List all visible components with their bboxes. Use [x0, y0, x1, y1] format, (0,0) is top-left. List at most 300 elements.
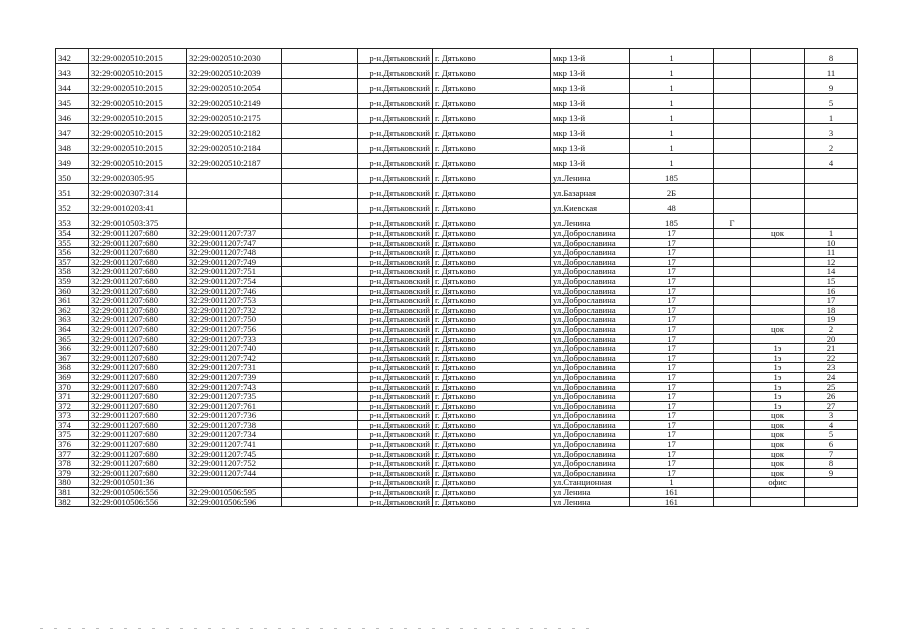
cell-town: г. Дятьково [433, 276, 551, 286]
cell-district: р-н.Дятьковский [358, 154, 433, 169]
table-row [56, 382, 858, 392]
cell-floor-type [751, 257, 805, 267]
cell-district: р-н.Дятьковский [358, 257, 433, 267]
table-row [56, 109, 858, 124]
cell-town: г. Дятьково [433, 449, 551, 459]
cell-floor-type [751, 94, 805, 109]
cell-house: 17 [630, 449, 714, 459]
table-row [56, 401, 858, 411]
cell-letter [714, 344, 751, 354]
cell-house: 1 [630, 109, 714, 124]
cell-letter [714, 199, 751, 214]
cell-unit-number: 9 [805, 79, 858, 94]
cell-row-number: 350 [56, 169, 89, 184]
cell-street: ул.Ленина [551, 214, 630, 229]
cell-letter [714, 94, 751, 109]
cell-house: 17 [630, 238, 714, 248]
cell-row-number: 358 [56, 267, 89, 277]
cell-letter [714, 353, 751, 363]
cell-empty [282, 238, 358, 248]
cell-unit-cadastral-number: 32:29:0011207:744 [187, 468, 282, 478]
table-row [56, 372, 858, 382]
cell-unit-number: 2 [805, 324, 858, 334]
cell-unit-cadastral-number: 32:29:0020510:2187 [187, 154, 282, 169]
cell-letter: Г [714, 214, 751, 229]
cell-town: г. Дятьково [433, 229, 551, 239]
cell-letter [714, 109, 751, 124]
cell-street: ул.Доброславина [551, 363, 630, 373]
cell-floor-type [751, 169, 805, 184]
cell-unit-cadastral-number [187, 199, 282, 214]
cell-street: ул.Доброславина [551, 286, 630, 296]
cell-floor-type: 1э [751, 392, 805, 402]
cell-district: р-н.Дятьковский [358, 440, 433, 450]
cell-unit-number: 4 [805, 154, 858, 169]
cell-cadastral-number: 32:29:0010501:36 [89, 478, 187, 488]
cell-floor-type: цок [751, 468, 805, 478]
cell-town: г. Дятьково [433, 440, 551, 450]
cell-district: р-н.Дятьковский [358, 468, 433, 478]
cell-letter [714, 79, 751, 94]
table-row [56, 305, 858, 315]
cell-house: 17 [630, 363, 714, 373]
cell-house: 161 [630, 488, 714, 498]
cell-row-number: 381 [56, 488, 89, 498]
cell-floor-type: 1э [751, 372, 805, 382]
cell-floor-type [751, 79, 805, 94]
cell-row-number: 375 [56, 430, 89, 440]
cell-floor-type [751, 109, 805, 124]
cell-floor-type [751, 305, 805, 315]
cell-letter [714, 468, 751, 478]
cell-row-number: 368 [56, 363, 89, 373]
cell-unit-cadastral-number: 32:29:0020510:2184 [187, 139, 282, 154]
cell-house: 17 [630, 344, 714, 354]
cell-row-number: 353 [56, 214, 89, 229]
cell-district: р-н.Дятьковский [358, 305, 433, 315]
cell-house: 17 [630, 382, 714, 392]
cell-street: ул.Киевская [551, 199, 630, 214]
cell-town: г. Дятьково [433, 334, 551, 344]
cell-unit-number: 26 [805, 392, 858, 402]
cell-row-number: 363 [56, 315, 89, 325]
cell-street: мкр 13-й [551, 49, 630, 64]
cell-row-number: 356 [56, 248, 89, 258]
cell-unit-number [805, 199, 858, 214]
cell-letter [714, 392, 751, 402]
cell-row-number: 378 [56, 459, 89, 469]
cell-district: р-н.Дятьковский [358, 353, 433, 363]
cell-row-number: 379 [56, 468, 89, 478]
cell-empty [282, 286, 358, 296]
cell-street: ул.Доброславина [551, 344, 630, 354]
table-row [56, 154, 858, 169]
cell-letter [714, 124, 751, 139]
cell-unit-cadastral-number [187, 169, 282, 184]
cell-house: 1 [630, 154, 714, 169]
cell-cadastral-number: 32:29:0020510:2015 [89, 109, 187, 124]
cell-unit-cadastral-number: 32:29:0011207:731 [187, 363, 282, 373]
cell-district: р-н.Дятьковский [358, 324, 433, 334]
cell-district: р-н.Дятьковский [358, 49, 433, 64]
cell-unit-cadastral-number: 32:29:0011207:733 [187, 334, 282, 344]
table-row [56, 184, 858, 199]
cell-empty [282, 315, 358, 325]
cell-cadastral-number: 32:29:0011207:680 [89, 315, 187, 325]
cell-district: р-н.Дятьковский [358, 411, 433, 421]
cell-house: 17 [630, 305, 714, 315]
cell-house: 17 [630, 257, 714, 267]
cell-town: г. Дятьково [433, 169, 551, 184]
cell-letter [714, 154, 751, 169]
cell-letter [714, 420, 751, 430]
cell-letter [714, 238, 751, 248]
cell-street: ул Ленина [551, 488, 630, 498]
scan-noise [40, 628, 600, 629]
cell-cadastral-number: 32:29:0011207:680 [89, 420, 187, 430]
cell-cadastral-number: 32:29:0020307:314 [89, 184, 187, 199]
cell-town: г. Дятьково [433, 257, 551, 267]
cell-house: 17 [630, 324, 714, 334]
cell-empty [282, 372, 358, 382]
cell-empty [282, 459, 358, 469]
cell-row-number: 355 [56, 238, 89, 248]
cell-row-number: 345 [56, 94, 89, 109]
cell-street: ул.Доброславина [551, 411, 630, 421]
cell-letter [714, 267, 751, 277]
cell-letter [714, 315, 751, 325]
cell-floor-type: 1э [751, 363, 805, 373]
cell-house: 17 [630, 372, 714, 382]
cell-floor-type: цок [751, 229, 805, 239]
table-row [56, 488, 858, 498]
cell-town: г. Дятьково [433, 315, 551, 325]
cell-district: р-н.Дятьковский [358, 430, 433, 440]
cell-street: ул.Доброславина [551, 459, 630, 469]
cell-floor-type: цок [751, 420, 805, 430]
cell-floor-type: 1э [751, 353, 805, 363]
cell-empty [282, 229, 358, 239]
cell-row-number: 346 [56, 109, 89, 124]
cell-street: ул.Доброславина [551, 267, 630, 277]
cell-street: мкр 13-й [551, 154, 630, 169]
cell-letter [714, 411, 751, 421]
cell-empty [282, 169, 358, 184]
cell-row-number: 365 [56, 334, 89, 344]
cell-unit-number: 19 [805, 315, 858, 325]
cell-unit-cadastral-number: 32:29:0011207:750 [187, 315, 282, 325]
cell-unit-number [805, 478, 858, 488]
table-row [56, 267, 858, 277]
table-row [56, 440, 858, 450]
cell-district: р-н.Дятьковский [358, 139, 433, 154]
cell-house: 1 [630, 478, 714, 488]
cell-street: ул.Доброславина [551, 449, 630, 459]
table-row [56, 478, 858, 488]
cell-town: г. Дятьково [433, 214, 551, 229]
cell-empty [282, 94, 358, 109]
cell-floor-type [751, 184, 805, 199]
cell-district: р-н.Дятьковский [358, 199, 433, 214]
cell-empty [282, 296, 358, 306]
cell-street: мкр 13-й [551, 64, 630, 79]
cell-district: р-н.Дятьковский [358, 420, 433, 430]
cell-house: 17 [630, 401, 714, 411]
cell-street: ул.Доброславина [551, 440, 630, 450]
cell-floor-type: 1э [751, 401, 805, 411]
table-row [56, 286, 858, 296]
cell-district: р-н.Дятьковский [358, 478, 433, 488]
cell-empty [282, 49, 358, 64]
cell-floor-type [751, 286, 805, 296]
cell-row-number: 349 [56, 154, 89, 169]
cell-house: 17 [630, 229, 714, 239]
cell-street: ул.Доброславина [551, 238, 630, 248]
cell-empty [282, 154, 358, 169]
cell-empty [282, 430, 358, 440]
cell-cadastral-number: 32:29:0020305:95 [89, 169, 187, 184]
cell-floor-type: цок [751, 449, 805, 459]
cell-unit-number: 16 [805, 286, 858, 296]
table-row [56, 199, 858, 214]
cell-house: 17 [630, 276, 714, 286]
cell-unit-cadastral-number: 32:29:0020510:2149 [187, 94, 282, 109]
cell-empty [282, 139, 358, 154]
cell-empty [282, 184, 358, 199]
cell-district: р-н.Дятьковский [358, 229, 433, 239]
cell-floor-type [751, 214, 805, 229]
cell-cadastral-number: 32:29:0020510:2015 [89, 49, 187, 64]
cell-cadastral-number: 32:29:0011207:680 [89, 372, 187, 382]
table-row [56, 334, 858, 344]
cell-house: 1 [630, 124, 714, 139]
cell-cadastral-number: 32:29:0011207:680 [89, 382, 187, 392]
table-body [56, 49, 858, 507]
cell-street: ул.Доброславина [551, 257, 630, 267]
cell-town: г. Дятьково [433, 420, 551, 430]
cell-street: ул.Доброславина [551, 229, 630, 239]
cell-row-number: 359 [56, 276, 89, 286]
cell-street: ул.Доброславина [551, 420, 630, 430]
cell-district: р-н.Дятьковский [358, 401, 433, 411]
cell-cadastral-number: 32:29:0011207:680 [89, 324, 187, 334]
cell-empty [282, 334, 358, 344]
cell-house: 17 [630, 440, 714, 450]
cell-row-number: 377 [56, 449, 89, 459]
cell-street: мкр 13-й [551, 124, 630, 139]
cell-letter [714, 324, 751, 334]
cell-unit-cadastral-number: 32:29:0011207:751 [187, 267, 282, 277]
cell-unit-cadastral-number: 32:29:0011207:739 [187, 372, 282, 382]
cell-unit-cadastral-number: 32:29:0020510:2175 [187, 109, 282, 124]
cell-street: ул Ленина [551, 497, 630, 507]
cell-town: г. Дятьково [433, 124, 551, 139]
cell-house: 161 [630, 497, 714, 507]
cell-letter [714, 305, 751, 315]
table-row [56, 79, 858, 94]
table-row [56, 296, 858, 306]
cell-district: р-н.Дятьковский [358, 392, 433, 402]
cell-town: г. Дятьково [433, 248, 551, 258]
cell-street: мкр 13-й [551, 109, 630, 124]
cell-row-number: 374 [56, 420, 89, 430]
cell-row-number: 344 [56, 79, 89, 94]
cell-house: 17 [630, 430, 714, 440]
table-row [56, 353, 858, 363]
cell-house: 2Б [630, 184, 714, 199]
cell-district: р-н.Дятьковский [358, 109, 433, 124]
cell-letter [714, 64, 751, 79]
cell-town: г. Дятьково [433, 324, 551, 334]
cell-street: ул.Доброславина [551, 401, 630, 411]
cell-empty [282, 478, 358, 488]
cell-unit-cadastral-number: 32:29:0011207:745 [187, 449, 282, 459]
cell-letter [714, 286, 751, 296]
cell-row-number: 351 [56, 184, 89, 199]
cell-house: 17 [630, 267, 714, 277]
cell-unit-cadastral-number: 32:29:0020510:2039 [187, 64, 282, 79]
cell-street: ул.Доброславина [551, 353, 630, 363]
cell-house: 1 [630, 139, 714, 154]
cell-town: г. Дятьково [433, 459, 551, 469]
cell-district: р-н.Дятьковский [358, 124, 433, 139]
cell-town: г. Дятьково [433, 64, 551, 79]
cell-letter [714, 184, 751, 199]
cell-letter [714, 488, 751, 498]
cell-unit-number: 1 [805, 229, 858, 239]
cell-row-number: 357 [56, 257, 89, 267]
cell-unit-number: 4 [805, 420, 858, 430]
cell-floor-type [751, 49, 805, 64]
cell-row-number: 352 [56, 199, 89, 214]
cell-row-number: 372 [56, 401, 89, 411]
cell-cadastral-number: 32:29:0011207:680 [89, 392, 187, 402]
cell-cadastral-number: 32:29:0011207:680 [89, 401, 187, 411]
cell-letter [714, 440, 751, 450]
cell-empty [282, 267, 358, 277]
cell-house: 17 [630, 468, 714, 478]
cell-street: мкр 13-й [551, 139, 630, 154]
cell-street: ул.Доброславина [551, 468, 630, 478]
cell-unit-number: 22 [805, 353, 858, 363]
cell-letter [714, 276, 751, 286]
cell-unit-cadastral-number: 32:29:0011207:741 [187, 440, 282, 450]
cell-empty [282, 124, 358, 139]
cell-house: 1 [630, 94, 714, 109]
cell-town: г. Дятьково [433, 382, 551, 392]
cell-town: г. Дятьково [433, 305, 551, 315]
cell-house: 17 [630, 392, 714, 402]
cell-empty [282, 382, 358, 392]
cell-street: ул.Доброславина [551, 305, 630, 315]
cell-cadastral-number: 32:29:0011207:680 [89, 468, 187, 478]
cell-cadastral-number: 32:29:0011207:680 [89, 430, 187, 440]
cell-row-number: 342 [56, 49, 89, 64]
cell-town: г. Дятьково [433, 94, 551, 109]
cell-row-number: 376 [56, 440, 89, 450]
cell-unit-cadastral-number: 32:29:0010506:596 [187, 497, 282, 507]
cell-row-number: 370 [56, 382, 89, 392]
cell-empty [282, 488, 358, 498]
cell-unit-number: 10 [805, 238, 858, 248]
cell-empty [282, 440, 358, 450]
cell-unit-cadastral-number: 32:29:0011207:752 [187, 459, 282, 469]
cell-town: г. Дятьково [433, 372, 551, 382]
cell-unit-cadastral-number: 32:29:0011207:747 [187, 238, 282, 248]
cell-district: р-н.Дятьковский [358, 238, 433, 248]
cell-house: 185 [630, 214, 714, 229]
cell-unit-number: 3 [805, 411, 858, 421]
cell-district: р-н.Дятьковский [358, 459, 433, 469]
cell-street: ул.Доброславина [551, 382, 630, 392]
cell-cadastral-number: 32:29:0011207:680 [89, 440, 187, 450]
cell-unit-cadastral-number: 32:29:0011207:740 [187, 344, 282, 354]
cell-unit-cadastral-number: 32:29:0010506:595 [187, 488, 282, 498]
cell-unit-number [805, 488, 858, 498]
cell-unit-cadastral-number [187, 478, 282, 488]
cell-letter [714, 430, 751, 440]
cell-cadastral-number: 32:29:0020510:2015 [89, 124, 187, 139]
cell-unit-number: 14 [805, 267, 858, 277]
cell-row-number: 360 [56, 286, 89, 296]
cell-district: р-н.Дятьковский [358, 497, 433, 507]
cell-town: г. Дятьково [433, 363, 551, 373]
cell-letter [714, 497, 751, 507]
table-row [56, 468, 858, 478]
cell-floor-type [751, 139, 805, 154]
cell-district: р-н.Дятьковский [358, 64, 433, 79]
cell-row-number: 371 [56, 392, 89, 402]
cell-district: р-н.Дятьковский [358, 449, 433, 459]
cell-unit-cadastral-number: 32:29:0011207:734 [187, 430, 282, 440]
cell-unit-cadastral-number: 32:29:0011207:761 [187, 401, 282, 411]
cell-unit-cadastral-number: 32:29:0011207:737 [187, 229, 282, 239]
cell-street: мкр 13-й [551, 79, 630, 94]
cell-empty [282, 497, 358, 507]
cell-empty [282, 79, 358, 94]
cell-house: 1 [630, 79, 714, 94]
cell-cadastral-number: 32:29:0010506:556 [89, 497, 187, 507]
cell-floor-type: цок [751, 430, 805, 440]
cell-cadastral-number: 32:29:0011207:680 [89, 267, 187, 277]
cell-cadastral-number: 32:29:0011207:680 [89, 449, 187, 459]
cell-unit-number: 7 [805, 449, 858, 459]
cell-house: 17 [630, 315, 714, 325]
cell-unit-number: 15 [805, 276, 858, 286]
cell-row-number: 382 [56, 497, 89, 507]
cell-cadastral-number: 32:29:0010503:375 [89, 214, 187, 229]
cell-cadastral-number: 32:29:0011207:680 [89, 296, 187, 306]
cell-district: р-н.Дятьковский [358, 267, 433, 277]
cell-town: г. Дятьково [433, 468, 551, 478]
cell-district: р-н.Дятьковский [358, 488, 433, 498]
cell-empty [282, 214, 358, 229]
cell-floor-type: 1э [751, 382, 805, 392]
cell-town: г. Дятьково [433, 139, 551, 154]
table-row [56, 392, 858, 402]
cell-cadastral-number: 32:29:0020510:2015 [89, 79, 187, 94]
cell-letter [714, 401, 751, 411]
cell-letter [714, 382, 751, 392]
cell-unit-number: 24 [805, 372, 858, 382]
cell-district: р-н.Дятьковский [358, 94, 433, 109]
table-row [56, 459, 858, 469]
cell-unit-cadastral-number: 32:29:0011207:742 [187, 353, 282, 363]
cell-cadastral-number: 32:29:0011207:680 [89, 229, 187, 239]
cell-cadastral-number: 32:29:0011207:680 [89, 344, 187, 354]
cell-row-number: 373 [56, 411, 89, 421]
cell-letter [714, 478, 751, 488]
